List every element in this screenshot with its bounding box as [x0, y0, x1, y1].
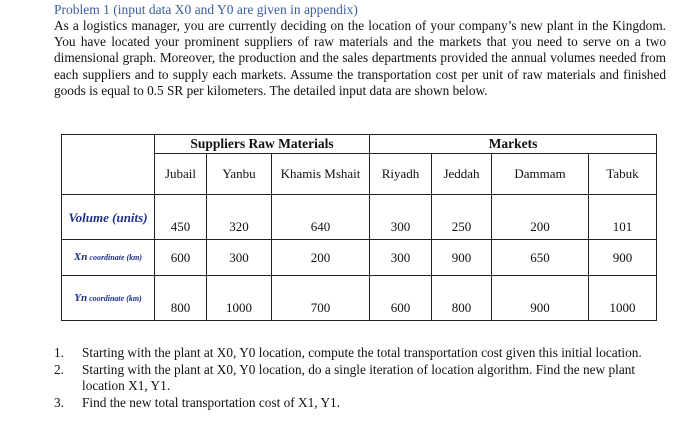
question-item: [54, 345, 666, 361]
table-cell: 1000: [589, 276, 657, 321]
market-header: Dammam: [492, 154, 589, 195]
table-cell: 900: [589, 240, 657, 276]
table-cell: 650: [492, 240, 589, 276]
question-item: [54, 395, 666, 411]
corner-cell: [62, 135, 155, 195]
table-cell: 300: [207, 240, 272, 276]
table-cell: 200: [492, 195, 589, 240]
table-cell: 640: [272, 195, 370, 240]
question-text: Starting with the plant at X0, Y0 location, compute the total transportation cost given this initial location.: [82, 345, 642, 360]
x-symbol: Xn: [73, 251, 88, 263]
table-cell: 600: [370, 276, 432, 321]
table-cell: 200: [272, 240, 370, 276]
question-item: [54, 362, 666, 394]
table-cell: 300: [370, 195, 432, 240]
intro-paragraph: As a logistics manager, you are currently deciding on the location of your company’s new plant in the Kingdom. You have located your prominent suppliers of raw materials and the markets that you need to serve on a two dimensional graph. Moreover, the production and the sales departments provided the annual volumes needed from each suppliers and to supply each markets. Assume the transportation cost per unit of raw materials and finished goods is equal to 0.5 SR per kilometers. The detailed input data are shown below.: [54, 18, 666, 98]
table-cell: 250: [432, 195, 492, 240]
x-coordinate-row-label: [62, 240, 155, 276]
table-cell: 900: [492, 276, 589, 321]
question-text: Find the new total transportation cost of X1, Y1.: [82, 395, 341, 410]
y-coordinate-row: [62, 276, 657, 321]
question-number: 1.: [54, 345, 64, 360]
y-coordinate-row-label: [62, 276, 155, 321]
x-coordinate-row: [62, 240, 657, 276]
question-list: [54, 345, 666, 412]
market-header: Jeddah: [432, 154, 492, 195]
question-text: Starting with the plant at X0, Y0 location, do a single iteration of location algorithm. Find the new plant location X1, Y1.: [82, 362, 636, 393]
question-number: 2.: [54, 362, 64, 377]
table-cell: 450: [155, 195, 207, 240]
table-cell: 700: [272, 276, 370, 321]
table-cell: 900: [432, 240, 492, 276]
volume-row-label: Volume (units): [62, 195, 155, 240]
group-header-row: [62, 135, 657, 154]
table-cell: 800: [155, 276, 207, 321]
table-cell: 320: [207, 195, 272, 240]
market-header: Tabuk: [589, 154, 657, 195]
volume-row: [62, 195, 657, 240]
supplier-header: Khamis Mshait: [272, 154, 370, 195]
question-number: 3.: [54, 395, 64, 410]
table-cell: 101: [589, 195, 657, 240]
x-label-text: coordinate (km): [89, 253, 143, 262]
supplier-header: Yanbu: [207, 154, 272, 195]
markets-header: Markets: [370, 135, 657, 154]
input-data-table: [61, 134, 657, 321]
y-label-text: coordinate (km): [89, 293, 142, 303]
suppliers-header: Suppliers Raw Materials: [155, 135, 370, 154]
table-cell: 300: [370, 240, 432, 276]
y-symbol: Yn: [74, 291, 88, 304]
table-cell: 1000: [207, 276, 272, 321]
table-cell: 800: [432, 276, 492, 321]
table-cell: 600: [155, 240, 207, 276]
problem-heading: Problem 1 (input data X0 and Y0 are given in appendix): [54, 2, 358, 17]
supplier-header: Jubail: [155, 154, 207, 195]
market-header: Riyadh: [370, 154, 432, 195]
